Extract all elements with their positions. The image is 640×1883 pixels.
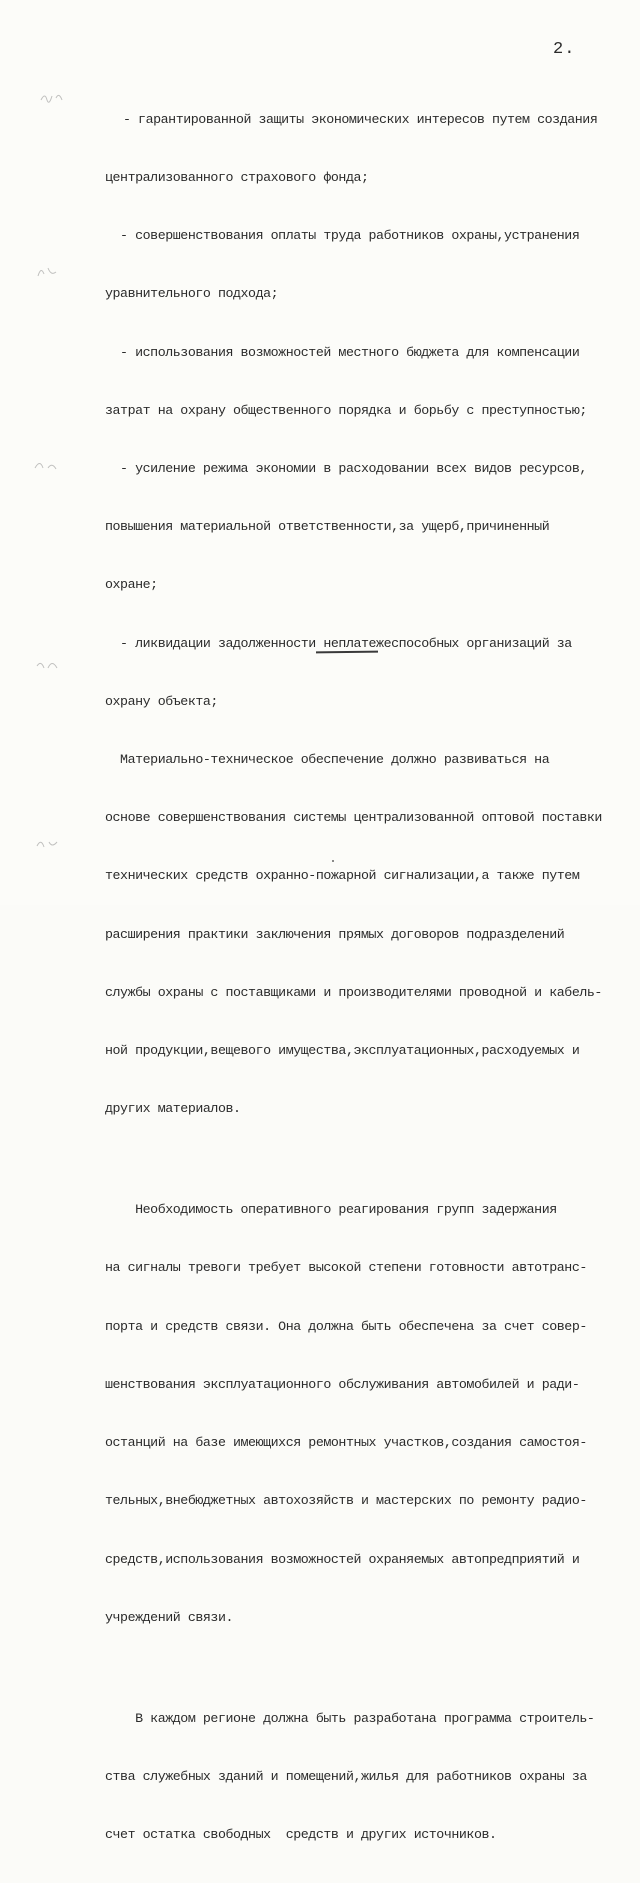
text-line: службы охраны с поставщиками и производителями проводной и кабель- <box>105 984 602 1000</box>
text-line: останций на базе имеющихся ремонтных участков,создания самостоя- <box>105 1435 587 1451</box>
text-line: охрану объекта; <box>105 693 218 709</box>
text-line: учреждений связи. <box>105 1609 234 1625</box>
text-line: на сигналы тревоги требует высокой степени готовности автотранс- <box>105 1260 587 1276</box>
text-line: повышения материальной ответственности,за ущерб,причиненный <box>105 519 550 535</box>
page-number: 2. <box>553 40 576 59</box>
text-line: - усиление режима экономии в расходовании всех видов ресурсов, <box>105 461 587 477</box>
text-line: основе совершенствования системы централизованной оптовой поставки <box>105 810 602 826</box>
text-line: - гарантированной защиты экономических интересов путем создания <box>123 111 598 127</box>
body-text <box>105 71 625 1883</box>
text-line: ной продукции,вещевого имущества,эксплуатационных,расходуемых и <box>105 1043 580 1059</box>
text-line: ства служебных зданий и помещений,жилья для работников охраны за <box>105 1768 587 1784</box>
margin-mark-icon <box>34 834 64 852</box>
text-line: других материалов. <box>105 1101 241 1117</box>
text-line: уравнительного подхода; <box>105 286 279 302</box>
text-line: расширения практики заключения прямых договоров подразделений <box>105 926 565 942</box>
text-line: В каждом регионе должна быть разработана программа строитель- <box>105 1710 595 1726</box>
text-line: Необходимость оперативного реагирования групп задержания <box>105 1202 557 1218</box>
margin-mark-icon <box>34 262 64 280</box>
text-line: шенствования эксплуатационного обслуживания автомобилей и ради- <box>105 1376 580 1392</box>
text-line: технических средств охранно-пожарной сигнализации,а также путем <box>105 868 580 884</box>
margin-mark-icon <box>38 88 68 106</box>
text-line: затрат на охрану общественного порядка и борьбу с преступностью; <box>105 402 587 418</box>
text-line: - ликвидации задолженности неплатежеспособных организаций за <box>105 635 572 651</box>
text-line: Материально-техническое обеспечение должно развиваться на <box>105 752 550 768</box>
text-line: - использования возможностей местного бюджета для компенсации <box>105 344 580 360</box>
text-line: средств,использования возможностей охраняемых автопредприятий и <box>105 1551 580 1567</box>
text-line: счет остатка свободных средств и других источников. <box>105 1827 497 1843</box>
speck <box>332 860 334 862</box>
margin-mark-icon <box>34 656 64 674</box>
spacer <box>105 1666 625 1670</box>
text-line: порта и средств связи. Она должна быть обеспечена за счет совер- <box>105 1318 587 1334</box>
text-line: централизованного страхового фонда; <box>105 170 369 186</box>
margin-mark-icon <box>32 456 62 474</box>
text-line: - совершенствования оплаты труда работников охраны,устранения <box>105 228 580 244</box>
spacer <box>105 1157 625 1161</box>
text-line: охране; <box>105 577 158 593</box>
text-line: тельных,внебюджетных автохозяйств и мастерских по ремонту радио- <box>105 1493 587 1509</box>
